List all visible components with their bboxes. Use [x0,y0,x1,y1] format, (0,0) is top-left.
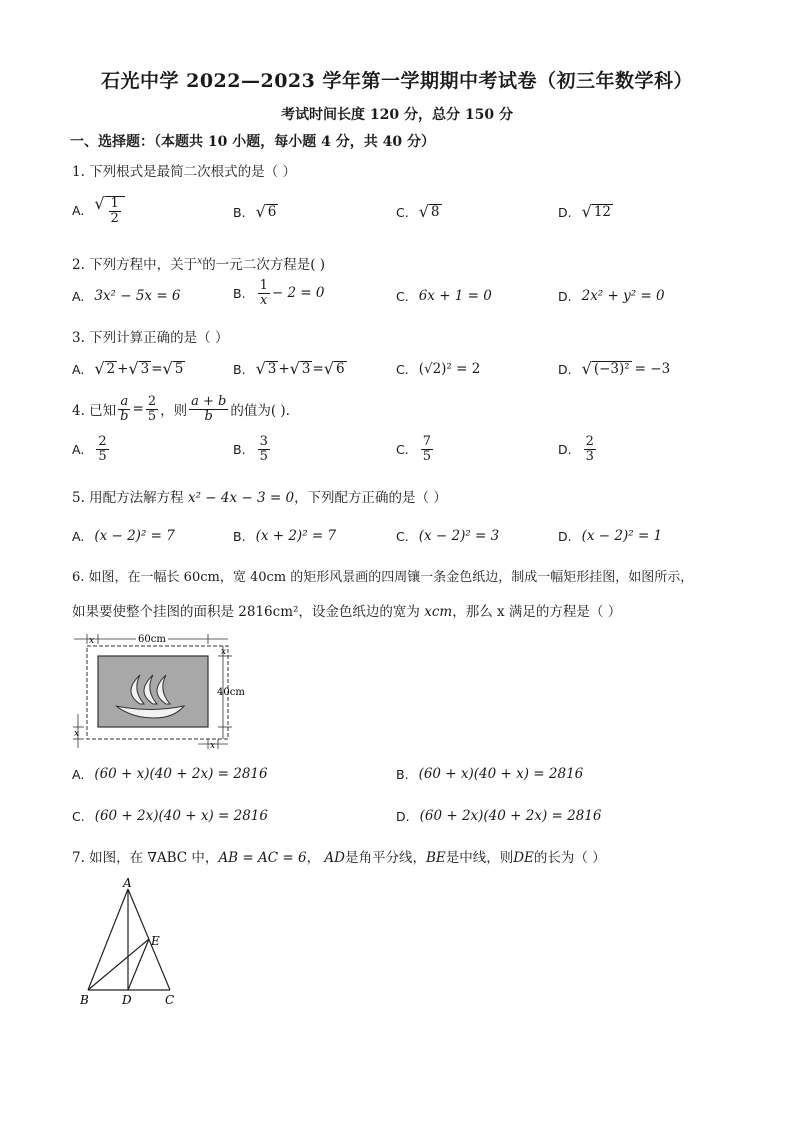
question-6-line-1: 6. 如图，在一幅长 60cm，宽 40cm 的矩形风景画的四周镶一条金色纸边，制成一幅矩形挂图，如图所示， [72,570,694,585]
option-expr: (x − 2)² = 3 [418,528,500,544]
stem-text: 的长为（ ） [533,850,606,866]
frac-den: b [120,408,129,424]
var-xcm: xcm [424,604,453,620]
option-label: A. [72,528,85,544]
sqrt-expr: √ 5 [162,359,184,378]
question-6-line-2 [72,600,621,620]
q5-option-a[interactable] [72,528,175,544]
frac-num: 2 [585,434,594,449]
stem-text: 的一元二次方程是( ) [202,257,326,273]
frac-num: 1 [259,278,268,293]
stem-text: 是角平分线， [344,850,426,866]
stem-text: 的值为( ). [230,403,290,420]
stem-text: 5. 用配方法解方程 [72,490,184,506]
radicand: 3 [267,361,277,377]
option-label: D. [558,204,572,220]
radicand: 5 [174,361,184,377]
frac-den: b [204,408,213,424]
radicand: 8 [430,204,440,220]
option-expr: (60 + 2x)(40 + x) = 2816 [94,808,268,824]
operator: + [117,361,129,378]
option-expr: (60 + x)(40 + 2x) = 2816 [94,766,268,782]
fraction [118,395,130,423]
point-label-d: D [122,993,132,1007]
option-label: B. [233,441,246,457]
option-expr: (60 + 2x)(40 + 2x) = 2816 [419,808,602,824]
option-expr: 6x + 1 = 0 [418,288,492,304]
option-expr: (√2)² = 2 [418,361,481,377]
q7-triangle-figure [74,876,184,1010]
stem-text: 如果要使整个挂图的面积是 2816cm²，设金色纸边的宽为 [72,604,420,620]
option-label: D. [558,288,572,304]
option-label: C. [396,528,409,544]
dim-label-x: x [89,636,95,646]
dim-label-x: x [221,647,227,657]
vertex-label-c: C [165,993,175,1007]
frac-den: 5 [98,448,107,464]
frac-den: x [260,292,268,308]
option-expr: (x − 2)² = 7 [94,528,175,544]
exam-subtitle: 考试时间长度 120 分，总分 150 分 [281,107,513,123]
option-label: C. [396,441,409,457]
stem-text: 2. 下列方程中，关于 [72,257,198,273]
option-label: B. [233,285,246,301]
sqrt-expr: √ (−3)² [581,359,630,378]
operator: = [151,361,163,378]
question-1-stem: 1. 下列根式是最简二次根式的是（ ） [72,164,296,180]
frac-num: 3 [259,434,268,449]
sqrt-expr: √ $\frac{1}{2}$ [94,196,124,225]
frac-den: 3 [585,448,594,464]
q4-option-d[interactable] [558,435,598,463]
option-label: C. [396,288,409,304]
stem-text: 4. 已知 [72,403,117,420]
q4-option-b[interactable] [233,435,272,463]
q2-option-b[interactable] [233,279,325,307]
sqrt-expr: √ 12 [581,202,611,221]
stem-text: ， [306,850,321,866]
q6-option-a[interactable] [72,766,268,782]
question-5-stem [72,486,447,506]
radicand: 12 [593,204,611,220]
sqrt-expr: √ 8 [418,202,440,221]
q6-option-b[interactable] [396,766,583,782]
q5-option-b[interactable] [233,528,336,544]
option-label: D. [396,808,410,824]
question-3-stem: 3. 下列计算正确的是（ ） [72,330,229,346]
point-label-e: E [151,934,160,948]
section-heading: 一、选择题：（本题共 10 小题，每小题 4 分，共 40 分） [70,134,435,150]
operator: = [132,401,144,418]
radicand: 2 [106,361,116,377]
option-expr: − 2 = 0 [271,285,325,302]
sqrt-expr: √ 3 [255,359,277,378]
frac-num: 7 [422,434,431,449]
vertex-label-a: A [123,876,132,890]
dim-label-x: x [210,741,216,751]
q3-option-a[interactable] [72,361,185,378]
q3-option-d[interactable] [558,361,670,378]
vertex-label-b: B [80,993,89,1007]
frac-num: 1 [110,196,119,211]
option-expr: (x + 2)² = 7 [255,528,337,544]
math-expr: BE [425,850,446,866]
option-label: C. [396,204,409,220]
fraction [421,435,433,463]
frac-num: 2 [147,394,157,409]
option-label: B. [233,528,246,544]
option-label: D. [558,361,572,377]
question-2-stem [72,253,325,273]
sqrt-expr: √ 6 [323,359,345,378]
question-4-stem [72,395,290,423]
q5-option-d[interactable] [558,528,662,544]
q2-option-d[interactable] [558,288,665,304]
q1-option-d[interactable] [558,204,613,221]
sqrt-expr: √ 6 [255,202,277,221]
option-expr: 2x² + y² = 0 [581,288,665,304]
frac-den: 5 [147,408,157,424]
radicand: 3 [140,361,150,377]
q6-frame-figure [70,630,255,752]
frac-den: 5 [259,448,268,464]
option-expr: 3x² − 5x = 6 [94,288,181,304]
option-label: A. [72,441,85,457]
operator: = [312,361,324,378]
equation: x² − 4x − 3 = 0 [187,490,295,506]
q6-option-d[interactable] [396,808,601,824]
option-label: C. [396,361,409,377]
math-expr: DE [513,850,534,866]
fraction [189,395,228,423]
stem-text: ，下列配方正确的是（ ） [294,490,447,506]
frac-num: a + b [191,394,227,409]
operator: + [278,361,290,378]
frac-num: a [120,394,129,409]
segment-be [88,939,149,990]
sqrt-expr: √ 3 [289,359,311,378]
dim-label-40cm: 40cm [217,687,245,698]
radicand: 6 [267,204,277,220]
var-x: x [197,256,203,267]
question-7-stem [72,846,606,866]
option-label: C. [72,808,85,824]
q1-option-b[interactable] [233,204,278,221]
side-ab [88,889,128,990]
dim-label-60cm: 60cm [138,634,166,645]
q2-option-a[interactable] [72,288,181,304]
option-label: B. [396,766,409,782]
sqrt-expr: √ 2 [94,359,116,378]
fraction [258,279,270,307]
q5-option-c[interactable] [396,528,499,544]
q3-option-b[interactable] [233,361,347,378]
segment-de [128,939,149,990]
option-expr: (x − 2)² = 1 [581,528,663,544]
radicand: (−3)² [593,361,630,377]
stem-text: ，则 [160,403,188,420]
math-expr: AD [324,850,345,866]
option-label: A. [72,203,85,219]
fraction [146,395,158,423]
frac-num: 2 [98,434,107,449]
option-label: D. [558,528,572,544]
option-expr: = −3 [634,361,671,378]
option-label: D. [558,441,572,457]
fraction [96,435,108,463]
option-expr: (60 + x)(40 + x) = 2816 [418,766,584,782]
sqrt-expr: √ 3 [128,359,150,378]
q4-option-a[interactable] [72,435,111,463]
option-label: A. [72,766,85,782]
option-label: A. [72,288,85,304]
exam-title: 石光中学 2022—2023 学年第一学期期中考试卷（初三年数学科） [101,70,693,92]
q1-option-c[interactable] [396,204,442,221]
fraction [258,435,270,463]
stem-text: ，那么 x 满足的方程是（ ） [452,604,622,620]
q2-option-c[interactable] [396,288,492,304]
radicand: 6 [335,361,345,377]
q6-option-c[interactable] [72,808,268,824]
option-label: B. [233,204,246,220]
q3-option-c[interactable] [396,361,480,377]
stem-text: 7. 如图，在 ∇ABC 中， [72,850,219,866]
option-label: B. [233,361,246,377]
q1-option-a[interactable] [72,196,125,225]
stem-text: 是中线，则 [445,850,514,866]
fraction [584,435,596,463]
math-expr: AB = AC = 6 [218,850,307,866]
option-label: A. [72,361,85,377]
q4-option-c[interactable] [396,435,435,463]
frac-den: 2 [110,210,119,226]
radicand: 3 [301,361,311,377]
frac-den: 5 [422,448,431,464]
dim-label-x: x [74,729,80,739]
